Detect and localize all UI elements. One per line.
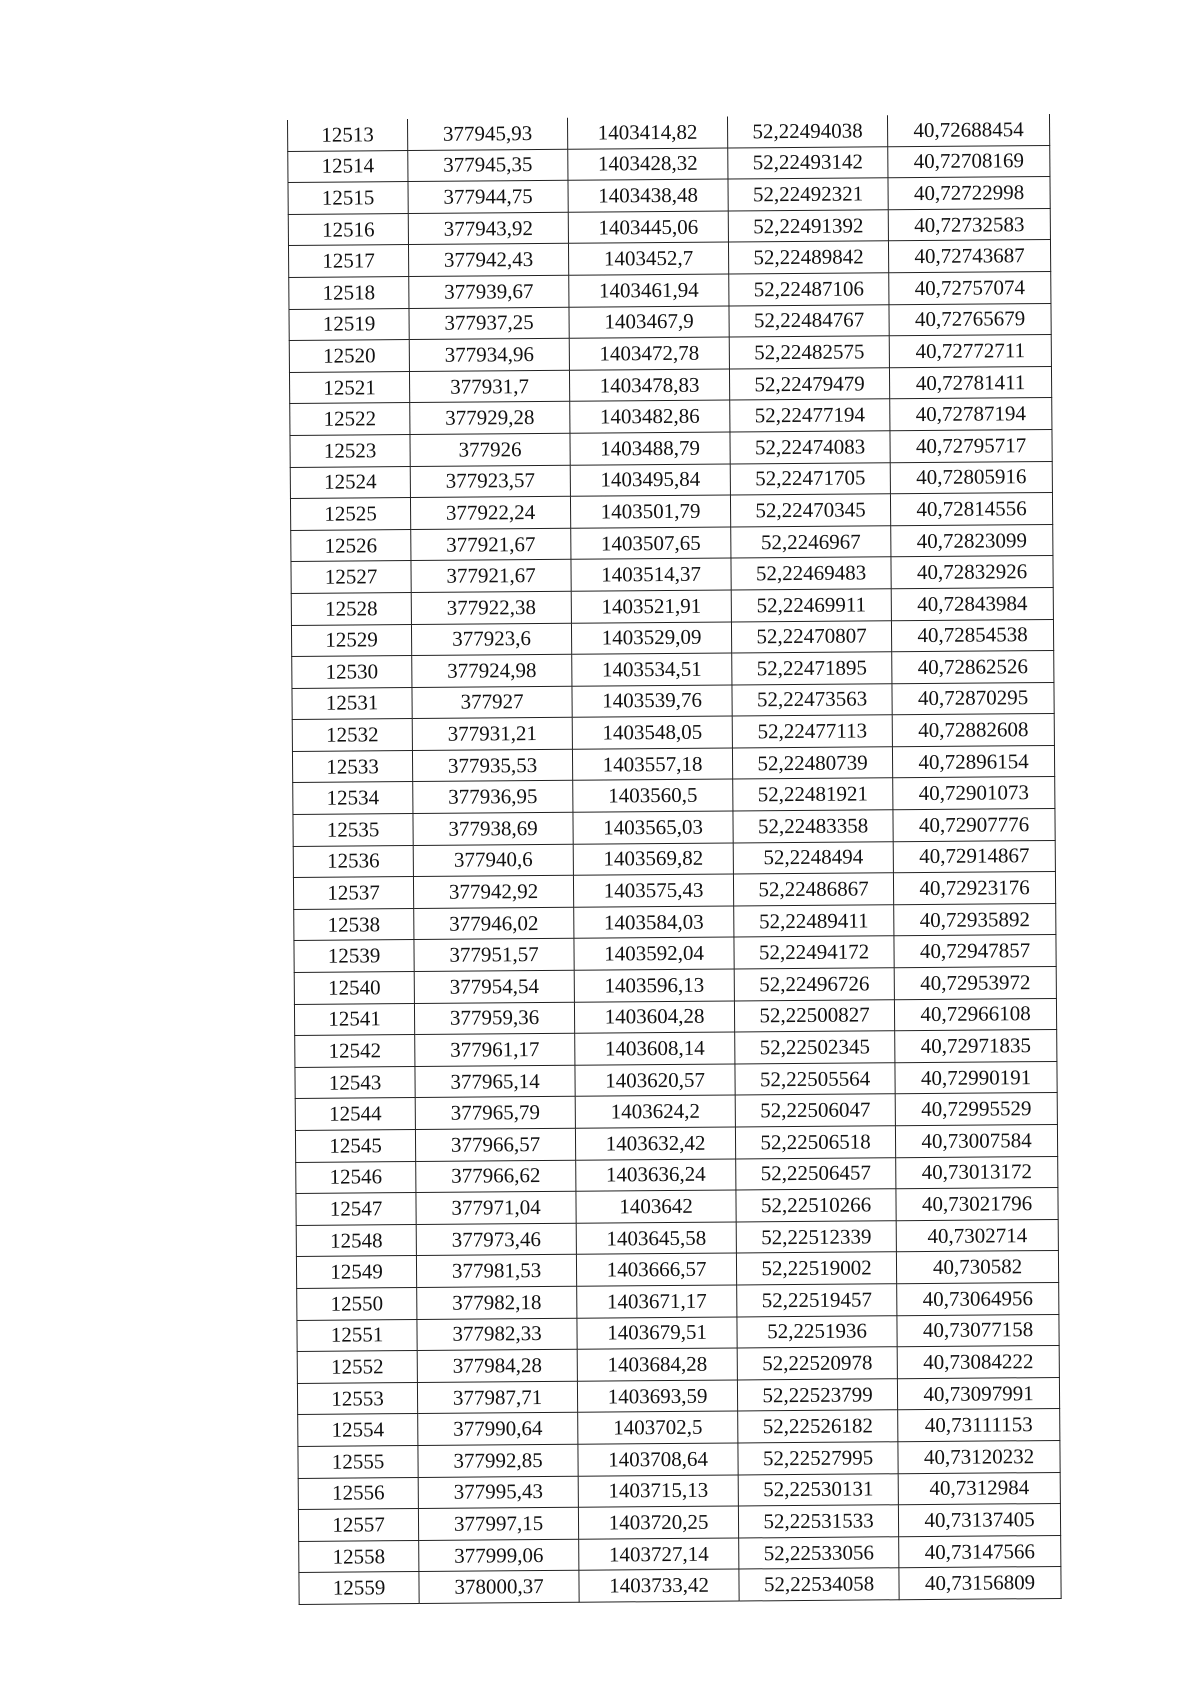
x-coordinate-cell: 377943,92 (408, 212, 568, 245)
x-coordinate-cell: 378000,37 (419, 1571, 579, 1604)
point-number-cell: 12531 (292, 687, 412, 720)
longitude-cell: 40,7302714 (896, 1219, 1058, 1252)
y-coordinate-cell: 1403565,03 (573, 811, 733, 844)
point-number-cell: 12523 (290, 434, 410, 467)
y-coordinate-cell: 1403445,06 (568, 211, 728, 244)
x-coordinate-cell: 377922,38 (411, 591, 571, 624)
x-coordinate-cell: 377944,75 (408, 180, 568, 213)
x-coordinate-cell: 377946,02 (414, 907, 574, 940)
latitude-cell: 52,22496726 (734, 968, 894, 1001)
latitude-cell: 52,22527995 (738, 1442, 898, 1475)
y-coordinate-cell: 1403666,57 (576, 1253, 736, 1286)
latitude-cell: 52,22489842 (728, 241, 888, 274)
point-number-cell: 12525 (290, 498, 410, 531)
y-coordinate-cell: 1403482,86 (570, 400, 730, 433)
point-number-cell: 12524 (290, 466, 410, 499)
longitude-cell: 40,72708169 (888, 145, 1050, 178)
y-coordinate-cell: 1403715,13 (578, 1475, 738, 1508)
latitude-cell: 52,22493142 (728, 146, 888, 179)
y-coordinate-cell: 1403472,78 (569, 337, 729, 370)
latitude-cell: 52,22530131 (738, 1473, 898, 1506)
latitude-cell: 52,22494038 (727, 115, 887, 147)
longitude-cell: 40,73097991 (897, 1377, 1059, 1410)
longitude-cell: 40,72832926 (891, 556, 1053, 589)
point-number-cell: 12557 (298, 1509, 418, 1542)
y-coordinate-cell: 1403438,48 (568, 179, 728, 212)
x-coordinate-cell: 377931,7 (409, 370, 569, 403)
point-number-cell: 12526 (291, 529, 411, 562)
latitude-cell: 52,22477113 (732, 715, 892, 748)
point-number-cell: 12532 (292, 719, 412, 752)
latitude-cell: 52,22469911 (731, 589, 891, 622)
point-number-cell: 12545 (295, 1130, 415, 1163)
longitude-cell: 40,72843984 (891, 587, 1053, 620)
latitude-cell: 52,22531533 (738, 1505, 898, 1538)
longitude-cell: 40,72805916 (890, 461, 1052, 494)
x-coordinate-cell: 377951,57 (414, 939, 574, 972)
x-coordinate-cell: 377982,33 (417, 1318, 577, 1351)
longitude-cell: 40,73111153 (898, 1409, 1060, 1442)
longitude-cell: 40,72823099 (891, 524, 1053, 557)
latitude-cell: 52,22505564 (735, 1063, 895, 1096)
y-coordinate-cell: 1403501,79 (570, 495, 730, 528)
point-number-cell: 12541 (294, 1003, 414, 1036)
x-coordinate-cell: 377966,57 (415, 1128, 575, 1161)
x-coordinate-cell: 377966,62 (416, 1160, 576, 1193)
x-coordinate-cell: 377995,43 (418, 1476, 578, 1509)
point-number-cell: 12518 (289, 277, 409, 310)
x-coordinate-cell: 377926 (410, 433, 570, 466)
longitude-cell: 40,72732583 (888, 208, 1050, 241)
point-number-cell: 12539 (294, 940, 414, 973)
latitude-cell: 52,22482575 (729, 336, 889, 369)
latitude-cell: 52,22534058 (739, 1568, 899, 1601)
x-coordinate-cell: 377921,67 (411, 528, 571, 561)
y-coordinate-cell: 1403428,32 (568, 148, 728, 181)
longitude-cell: 40,72757074 (889, 271, 1051, 304)
y-coordinate-cell: 1403592,04 (574, 937, 734, 970)
y-coordinate-cell: 1403632,42 (575, 1127, 735, 1160)
longitude-cell: 40,73077158 (897, 1314, 1059, 1347)
x-coordinate-cell: 377923,6 (411, 623, 571, 656)
point-number-cell: 12558 (299, 1540, 419, 1573)
longitude-cell: 40,72947857 (894, 935, 1056, 968)
latitude-cell: 52,22492321 (728, 178, 888, 211)
point-number-cell: 12555 (298, 1445, 418, 1478)
x-coordinate-cell: 377927 (412, 686, 572, 719)
longitude-cell: 40,72787194 (890, 398, 1052, 431)
longitude-cell: 40,72882608 (892, 714, 1054, 747)
point-number-cell: 12521 (289, 371, 409, 404)
point-number-cell: 12527 (291, 561, 411, 594)
y-coordinate-cell: 1403521,91 (571, 590, 731, 623)
x-coordinate-cell: 377929,28 (410, 402, 570, 435)
longitude-cell: 40,73137405 (898, 1504, 1060, 1537)
x-coordinate-cell: 377971,04 (416, 1191, 576, 1224)
latitude-cell: 52,22533056 (739, 1536, 899, 1569)
latitude-cell: 52,22470807 (731, 620, 891, 653)
point-number-cell: 12549 (296, 1256, 416, 1289)
point-number-cell: 12550 (297, 1287, 417, 1320)
y-coordinate-cell: 1403514,37 (571, 558, 731, 591)
point-number-cell: 12548 (296, 1224, 416, 1257)
latitude-cell: 52,22510266 (736, 1189, 896, 1222)
x-coordinate-cell: 377990,64 (418, 1413, 578, 1446)
y-coordinate-cell: 1403575,43 (573, 874, 733, 907)
latitude-cell: 52,2251936 (737, 1315, 897, 1348)
point-number-cell: 12546 (296, 1161, 416, 1194)
point-number-cell: 12530 (292, 656, 412, 689)
longitude-cell: 40,73013172 (896, 1156, 1058, 1189)
coordinates-table (287, 114, 1062, 1605)
point-number-cell: 12513 (287, 119, 407, 151)
x-coordinate-cell: 377999,06 (419, 1539, 579, 1572)
x-coordinate-cell: 377938,69 (413, 812, 573, 845)
x-coordinate-cell: 377965,79 (415, 1097, 575, 1130)
y-coordinate-cell: 1403495,84 (570, 464, 730, 497)
y-coordinate-cell: 1403645,58 (576, 1222, 736, 1255)
y-coordinate-cell: 1403608,14 (575, 1032, 735, 1065)
latitude-cell: 52,22474083 (730, 431, 890, 464)
latitude-cell: 52,2246967 (731, 525, 891, 558)
x-coordinate-cell: 377939,67 (409, 275, 569, 308)
x-coordinate-cell: 377945,93 (407, 118, 567, 150)
y-coordinate-cell: 1403539,76 (572, 685, 732, 718)
point-number-cell: 12529 (291, 624, 411, 657)
longitude-cell: 40,72923176 (893, 872, 1055, 905)
latitude-cell: 52,22506047 (735, 1094, 895, 1127)
longitude-cell: 40,73064956 (897, 1282, 1059, 1315)
x-coordinate-cell: 377945,35 (408, 149, 568, 182)
x-coordinate-cell: 377934,96 (409, 338, 569, 371)
latitude-cell: 52,22512339 (736, 1221, 896, 1254)
latitude-cell: 52,22486867 (733, 873, 893, 906)
coordinates-table-body (287, 114, 1061, 1604)
y-coordinate-cell: 1403708,64 (578, 1443, 738, 1476)
latitude-cell: 52,22506457 (736, 1157, 896, 1190)
latitude-cell: 52,22481921 (733, 778, 893, 811)
point-number-cell: 12538 (294, 908, 414, 941)
latitude-cell: 52,22520978 (737, 1347, 897, 1380)
x-coordinate-cell: 377940,6 (413, 844, 573, 877)
y-coordinate-cell: 1403414,82 (567, 117, 727, 149)
point-number-cell: 12534 (293, 782, 413, 815)
x-coordinate-cell: 377935,53 (412, 749, 572, 782)
y-coordinate-cell: 1403534,51 (572, 653, 732, 686)
point-number-cell: 12553 (297, 1382, 417, 1415)
longitude-cell: 40,72862526 (892, 651, 1054, 684)
point-number-cell: 12543 (295, 1066, 415, 1099)
x-coordinate-cell: 377936,95 (413, 781, 573, 814)
y-coordinate-cell: 1403620,57 (575, 1064, 735, 1097)
x-coordinate-cell: 377965,14 (415, 1065, 575, 1098)
latitude-cell: 52,22487106 (729, 273, 889, 306)
latitude-cell: 52,22473563 (732, 683, 892, 716)
y-coordinate-cell: 1403604,28 (574, 1001, 734, 1034)
point-number-cell: 12544 (295, 1098, 415, 1131)
longitude-cell: 40,72995529 (895, 1093, 1057, 1126)
point-number-cell: 12522 (290, 403, 410, 436)
x-coordinate-cell: 377984,28 (417, 1349, 577, 1382)
y-coordinate-cell: 1403569,82 (573, 843, 733, 876)
x-coordinate-cell: 377997,15 (418, 1507, 578, 1540)
x-coordinate-cell: 377924,98 (412, 654, 572, 687)
latitude-cell: 52,22506518 (735, 1126, 895, 1159)
latitude-cell: 52,22471895 (732, 652, 892, 685)
point-number-cell: 12517 (288, 245, 408, 278)
y-coordinate-cell: 1403584,03 (574, 906, 734, 939)
longitude-cell: 40,73120232 (898, 1440, 1060, 1473)
x-coordinate-cell: 377959,36 (414, 1002, 574, 1035)
latitude-cell: 52,22500827 (734, 999, 894, 1032)
longitude-cell: 40,72990191 (895, 1061, 1057, 1094)
y-coordinate-cell: 1403507,65 (571, 527, 731, 560)
longitude-cell: 40,72953972 (894, 967, 1056, 1000)
x-coordinate-cell: 377923,57 (410, 465, 570, 498)
y-coordinate-cell: 1403560,5 (573, 779, 733, 812)
latitude-cell: 52,22483358 (733, 810, 893, 843)
point-number-cell: 12519 (289, 308, 409, 341)
point-number-cell: 12520 (289, 340, 409, 373)
point-number-cell: 12540 (294, 972, 414, 1005)
longitude-cell: 40,72743687 (888, 240, 1050, 273)
y-coordinate-cell: 1403727,14 (579, 1538, 739, 1571)
y-coordinate-cell: 1403461,94 (569, 274, 729, 307)
y-coordinate-cell: 1403596,13 (574, 969, 734, 1002)
longitude-cell: 40,72854538 (891, 619, 1053, 652)
longitude-cell: 40,72896154 (892, 745, 1054, 778)
longitude-cell: 40,72795717 (890, 429, 1052, 462)
y-coordinate-cell: 1403636,24 (576, 1159, 736, 1192)
x-coordinate-cell: 377942,43 (408, 244, 568, 277)
longitude-cell: 40,73156809 (899, 1567, 1061, 1600)
y-coordinate-cell: 1403733,42 (579, 1569, 739, 1602)
point-number-cell: 12533 (292, 750, 412, 783)
x-coordinate-cell: 377992,85 (418, 1444, 578, 1477)
longitude-cell: 40,72907776 (893, 809, 1055, 842)
latitude-cell: 52,22519002 (736, 1252, 896, 1285)
point-number-cell: 12547 (296, 1193, 416, 1226)
point-number-cell: 12515 (288, 182, 408, 215)
longitude-cell: 40,730582 (896, 1251, 1058, 1284)
x-coordinate-cell: 377961,17 (415, 1033, 575, 1066)
y-coordinate-cell: 1403693,59 (577, 1380, 737, 1413)
y-coordinate-cell: 1403679,51 (577, 1317, 737, 1350)
latitude-cell: 52,22526182 (738, 1410, 898, 1443)
longitude-cell: 40,72688454 (887, 114, 1049, 146)
y-coordinate-cell: 1403702,5 (578, 1411, 738, 1444)
longitude-cell: 40,72772711 (889, 335, 1051, 368)
y-coordinate-cell: 1403467,9 (569, 306, 729, 339)
longitude-cell: 40,72935892 (894, 903, 1056, 936)
point-number-cell: 12556 (298, 1477, 418, 1510)
longitude-cell: 40,72870295 (892, 682, 1054, 715)
longitude-cell: 40,73021796 (896, 1188, 1058, 1221)
y-coordinate-cell: 1403478,83 (569, 369, 729, 402)
y-coordinate-cell: 1403452,7 (568, 242, 728, 275)
y-coordinate-cell: 1403720,25 (578, 1506, 738, 1539)
point-number-cell: 12536 (293, 845, 413, 878)
x-coordinate-cell: 377987,71 (417, 1381, 577, 1414)
latitude-cell: 52,22489411 (734, 905, 894, 938)
point-number-cell: 12552 (297, 1351, 417, 1384)
point-number-cell: 12542 (295, 1035, 415, 1068)
latitude-cell: 52,22519457 (737, 1284, 897, 1317)
x-coordinate-cell: 377982,18 (417, 1286, 577, 1319)
longitude-cell: 40,72765679 (889, 303, 1051, 336)
latitude-cell: 52,22470345 (730, 494, 890, 527)
point-number-cell: 12559 (299, 1572, 419, 1605)
latitude-cell: 52,22469483 (731, 557, 891, 590)
latitude-cell: 52,22480739 (732, 747, 892, 780)
x-coordinate-cell: 377942,92 (413, 876, 573, 909)
latitude-cell: 52,22479479 (729, 368, 889, 401)
longitude-cell: 40,73084222 (897, 1346, 1059, 1379)
y-coordinate-cell: 1403642 (576, 1190, 736, 1223)
point-number-cell: 12514 (288, 150, 408, 183)
x-coordinate-cell: 377931,21 (412, 718, 572, 751)
latitude-cell: 52,22471705 (730, 462, 890, 495)
longitude-cell: 40,73007584 (895, 1124, 1057, 1157)
longitude-cell: 40,7312984 (898, 1472, 1060, 1505)
longitude-cell: 40,72814556 (890, 493, 1052, 526)
longitude-cell: 40,72781411 (889, 366, 1051, 399)
latitude-cell: 52,22477194 (730, 399, 890, 432)
y-coordinate-cell: 1403624,2 (575, 1095, 735, 1128)
x-coordinate-cell: 377921,67 (411, 560, 571, 593)
y-coordinate-cell: 1403529,09 (571, 622, 731, 655)
longitude-cell: 40,72901073 (893, 777, 1055, 810)
x-coordinate-cell: 377981,53 (416, 1255, 576, 1288)
y-coordinate-cell: 1403684,28 (577, 1348, 737, 1381)
x-coordinate-cell: 377922,24 (410, 496, 570, 529)
x-coordinate-cell: 377973,46 (416, 1223, 576, 1256)
longitude-cell: 40,72914867 (893, 840, 1055, 873)
x-coordinate-cell: 377954,54 (414, 970, 574, 1003)
y-coordinate-cell: 1403671,17 (577, 1285, 737, 1318)
latitude-cell: 52,22523799 (737, 1378, 897, 1411)
y-coordinate-cell: 1403488,79 (570, 432, 730, 465)
x-coordinate-cell: 377937,25 (409, 307, 569, 340)
longitude-cell: 40,72966108 (894, 998, 1056, 1031)
y-coordinate-cell: 1403557,18 (572, 748, 732, 781)
point-number-cell: 12551 (297, 1319, 417, 1352)
longitude-cell: 40,72971835 (895, 1030, 1057, 1063)
y-coordinate-cell: 1403548,05 (572, 716, 732, 749)
latitude-cell: 52,2248494 (733, 841, 893, 874)
latitude-cell: 52,22491392 (728, 210, 888, 243)
point-number-cell: 12537 (293, 877, 413, 910)
table-row (299, 1567, 1061, 1605)
longitude-cell: 40,72722998 (888, 177, 1050, 210)
point-number-cell: 12535 (293, 814, 413, 847)
point-number-cell: 12528 (291, 592, 411, 625)
point-number-cell: 12554 (298, 1414, 418, 1447)
point-number-cell: 12516 (288, 213, 408, 246)
latitude-cell: 52,22494172 (734, 936, 894, 969)
longitude-cell: 40,73147566 (899, 1535, 1061, 1568)
latitude-cell: 52,22484767 (729, 304, 889, 337)
latitude-cell: 52,22502345 (735, 1031, 895, 1064)
